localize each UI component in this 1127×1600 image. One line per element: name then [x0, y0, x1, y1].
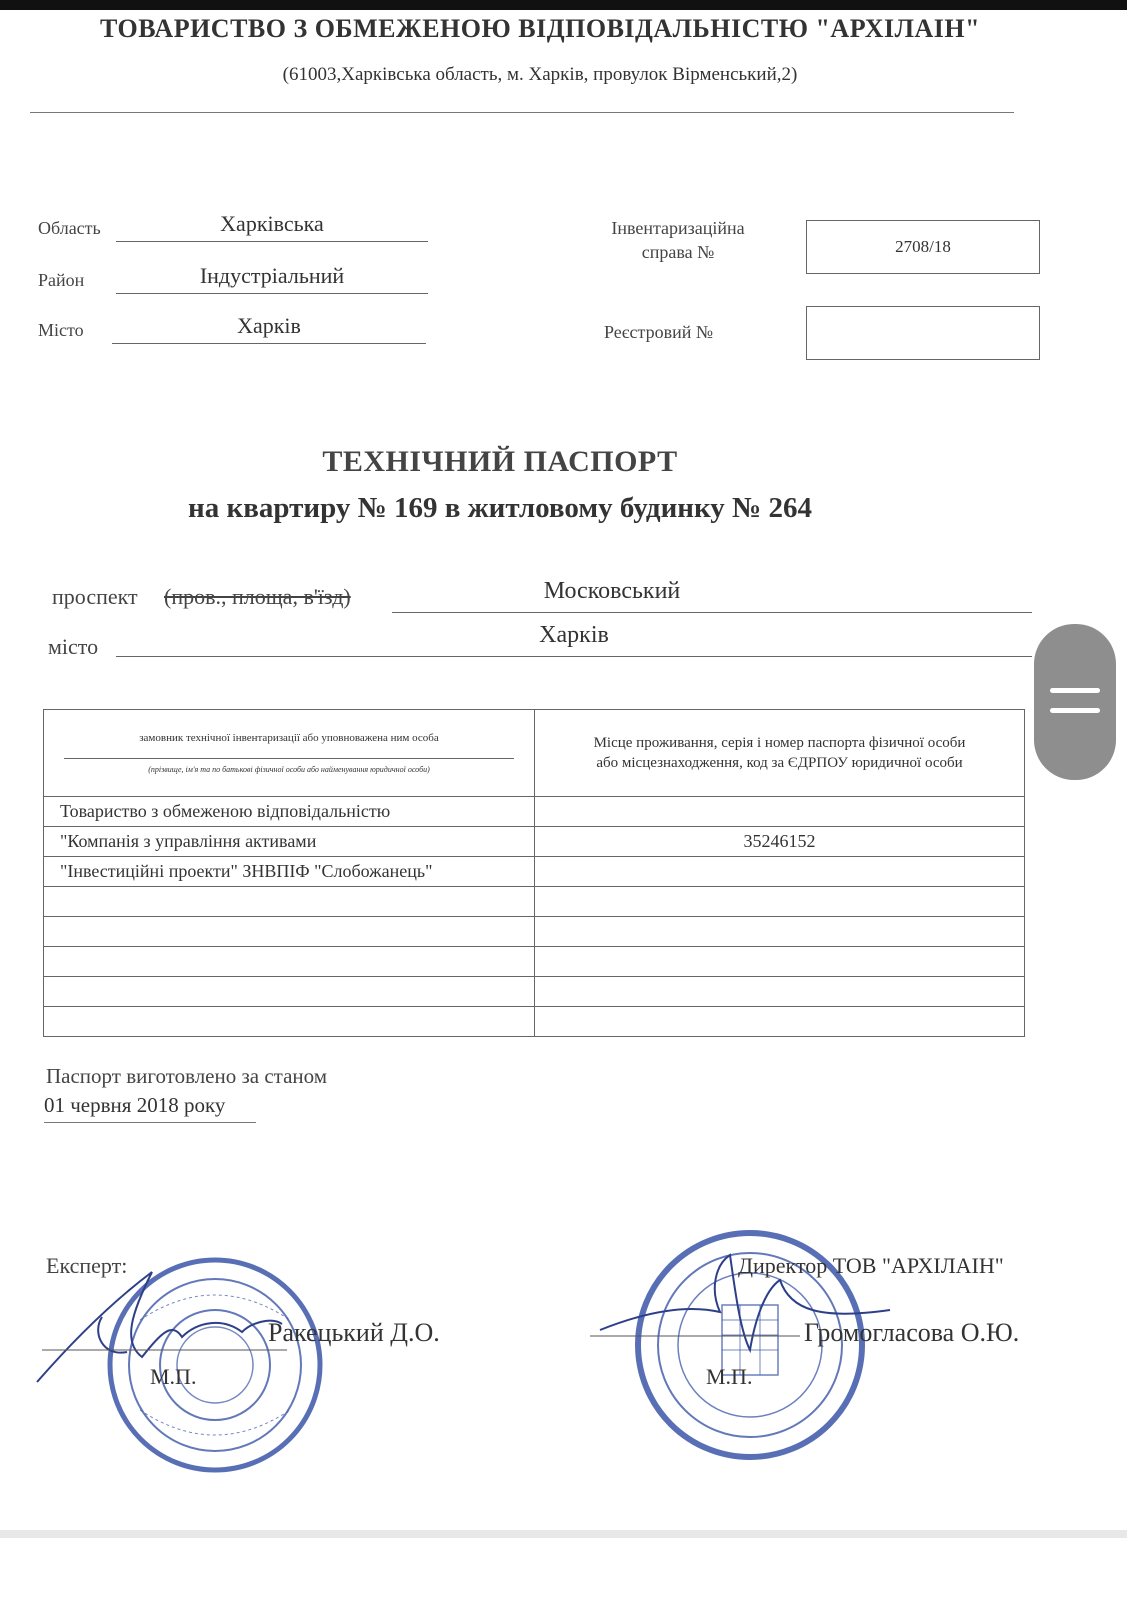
director-label: Директор ТОВ "АРХІЛАІН" [738, 1253, 1004, 1278]
raion-value: Індустріальний [116, 263, 428, 294]
table-row [44, 977, 1025, 1007]
table-cell [44, 917, 535, 947]
table-cell [535, 797, 1025, 827]
table-row [44, 887, 1025, 917]
inventory-label-1: Інвентаризаційна [611, 218, 745, 238]
passport-date-value: 01 червня 2018 року [44, 1093, 256, 1123]
table-cell: "Компанія з управління активами [44, 827, 535, 857]
table-cell [44, 947, 535, 977]
passport-date-label: Паспорт виготовлено за станом [46, 1064, 328, 1088]
col1-header-line [64, 758, 514, 759]
street-name: Московський [543, 578, 681, 604]
inventory-value: 2708/18 [895, 237, 951, 256]
col2-header: Місце проживання, серія і номер паспорта фізичної особи або місцезнаходження, код за ЄДРПОУ юридичної особи [593, 735, 966, 771]
table-cell: Товариство з обмеженою відповідальністю [44, 797, 535, 827]
scroll-handle[interactable] [1034, 624, 1116, 780]
table-row [44, 1007, 1025, 1037]
table-cell [44, 887, 535, 917]
raion-label: Район [38, 270, 85, 290]
col1-header: замовник технічної інвентаризації або уповноважена ним особа [139, 732, 439, 744]
inventory-box [806, 220, 1040, 274]
director-mp: М.П. [706, 1364, 753, 1389]
inventory-label-2: справа № [641, 242, 715, 262]
col1-subheader: (прізвище, ім'я та по батькові фізичної особи або найменування юридичної особи) [148, 765, 430, 774]
company-address: (61003,Харківська область, м. Харків, провулок Вірменський,2) [282, 64, 798, 85]
table-cell [535, 947, 1025, 977]
table-row [44, 857, 1025, 887]
oblast-label: Область [38, 218, 101, 238]
top-bar [0, 0, 1127, 10]
table-cell [44, 977, 535, 1007]
document-title: ТЕХНІЧНИЙ ПАСПОРТ [322, 445, 678, 478]
table-cell [535, 917, 1025, 947]
street-struck-label: (пров., площа, в'їзд) [164, 584, 351, 609]
table-row [44, 827, 1025, 857]
table-cell [535, 887, 1025, 917]
street-type-label: проспект [52, 584, 138, 609]
table-cell [535, 977, 1025, 1007]
scroll-handle-grip-top [1050, 688, 1100, 693]
table-cell [44, 1007, 535, 1037]
table-row [44, 947, 1025, 977]
registry-label: Реєстровий № [604, 322, 714, 342]
header-divider [30, 112, 1014, 113]
table-header-row [44, 710, 1025, 797]
col2-header-cell [535, 710, 1025, 797]
table-row [44, 917, 1025, 947]
table-cell [535, 1007, 1025, 1037]
city-value: Харків [539, 622, 609, 648]
company-name: ТОВАРИСТВО З ОБМЕЖЕНОЮ ВІДПОВІДАЛЬНІСТЮ "АРХІЛАІН" [99, 14, 981, 43]
city-line [116, 622, 1032, 657]
table-cell [535, 857, 1025, 887]
expert-mp: М.П. [150, 1364, 197, 1389]
oblast-value: Харківська [116, 211, 428, 242]
street-name-line [392, 578, 1032, 613]
table-cell: "Інвестиційні проекти" ЗНВПІФ "Слобожанець" [44, 857, 535, 887]
misto-label: Місто [38, 320, 84, 340]
page-bottom-edge [0, 1530, 1127, 1538]
document-subtitle: на квартиру № 169 в житловому будинку № 264 [188, 492, 812, 524]
owner-table [43, 709, 1025, 1037]
director-name: Громогласова О.Ю. [804, 1318, 1020, 1347]
col1-header-cell [44, 710, 535, 797]
misto-value: Харків [112, 313, 426, 344]
expert-label: Експерт: [46, 1253, 128, 1278]
scroll-handle-grip-bottom [1050, 708, 1100, 713]
table-row [44, 797, 1025, 827]
registry-box [806, 306, 1040, 360]
city-label: місто [48, 634, 99, 659]
table-cell: 35246152 [535, 827, 1025, 857]
expert-name: Ракецький Д.О. [268, 1318, 440, 1347]
